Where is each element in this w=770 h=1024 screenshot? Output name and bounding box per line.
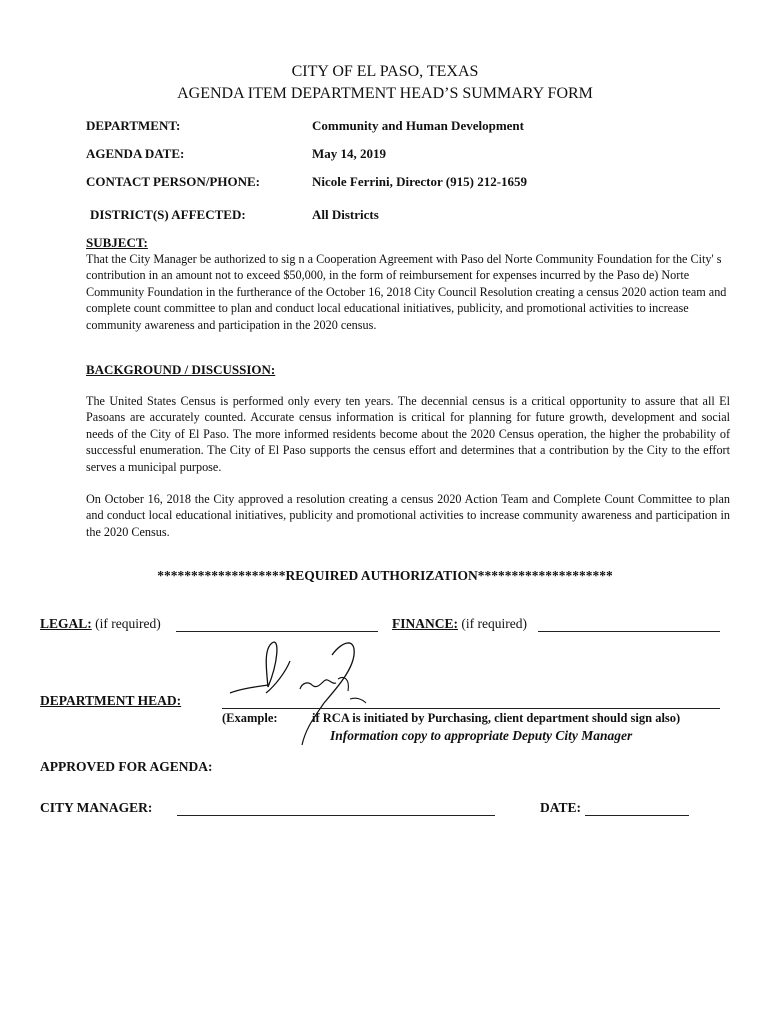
background-paragraph-1: The United States Census is performed only every ten years. The decennial census is a critical opportunity to assure that all El Pasoans are accurately counted. Accurate census information is critical for planning for future growth, development and social needs of the City of El Paso. The more informed residents become about the 2020 Census operation, the higher the probability of successful enumeration. The City of El Paso supports the census effort and determines that a contribution by the City to the effort serves a municipal purpose.: [86, 394, 730, 474]
contact-label: CONTACT PERSON/PHONE:: [86, 174, 260, 189]
document-title-form: AGENDA ITEM DEPARTMENT HEAD’S SUMMARY FORM: [177, 85, 593, 102]
information-copy-note: Information copy to appropriate Deputy City Manager: [330, 728, 633, 743]
example-text: if RCA is initiated by Purchasing, client department should sign also): [312, 711, 681, 725]
date-line[interactable]: [585, 815, 689, 816]
finance-signature-line[interactable]: [538, 631, 720, 632]
districts-value: All Districts: [312, 207, 379, 222]
example-label: (Example:: [222, 711, 278, 725]
approved-for-agenda-label: APPROVED FOR AGENDA:: [40, 759, 213, 774]
legal-signature-row: [40, 616, 161, 632]
subject-text: That the City Manager be authorized to sig n a Cooperation Agreement with Paso del Norte Community Foundation for the City' s contribution in an amount not to exceed $50,000, in the form of reimbursement for expenses incurred by the Paso de) Norte Community Foundation in the furtherance of the October 16, 2018 City Council Resolution creating a census 2020 action team and complete count committee to plan and conduct local educational initiatives, publicity, and promotional activities to increase community awareness and participation in the 2020 census.: [86, 252, 727, 332]
agenda-date-label: AGENDA DATE:: [86, 146, 185, 161]
agenda-date-value: May 14, 2019: [312, 146, 387, 161]
department-head-label: DEPARTMENT HEAD:: [40, 693, 182, 708]
finance-note: (if required): [461, 616, 527, 631]
legal-label: LEGAL:: [40, 616, 92, 631]
date-label: DATE:: [540, 800, 582, 815]
background-paragraph-2: On October 16, 2018 the City approved a resolution creating a census 2020 Action Team and Complete Count Committee to plan and conduct local educational initiatives, publicity and promotional activities to increase community awareness and participation in the 2020 Census.: [86, 492, 730, 539]
background-heading: BACKGROUND / DISCUSSION:: [86, 362, 276, 377]
department-label: DEPARTMENT:: [86, 118, 181, 133]
city-manager-label: CITY MANAGER:: [40, 800, 153, 815]
finance-label: FINANCE:: [392, 616, 458, 631]
city-manager-signature-line[interactable]: [177, 815, 495, 816]
department-value: Community and Human Development: [312, 118, 524, 133]
document-title-city: CITY OF EL PASO, TEXAS: [291, 63, 479, 80]
districts-label: DISTRICT(S) AFFECTED:: [90, 207, 246, 222]
subject-heading: SUBJECT:: [86, 235, 148, 250]
legal-note: (if required): [95, 616, 161, 631]
finance-signature-row: [392, 616, 527, 632]
contact-value: Nicole Ferrini, Director (915) 212-1659: [312, 174, 528, 189]
required-authorization-banner: *******************REQUIRED AUTHORIZATION********************: [157, 568, 613, 583]
